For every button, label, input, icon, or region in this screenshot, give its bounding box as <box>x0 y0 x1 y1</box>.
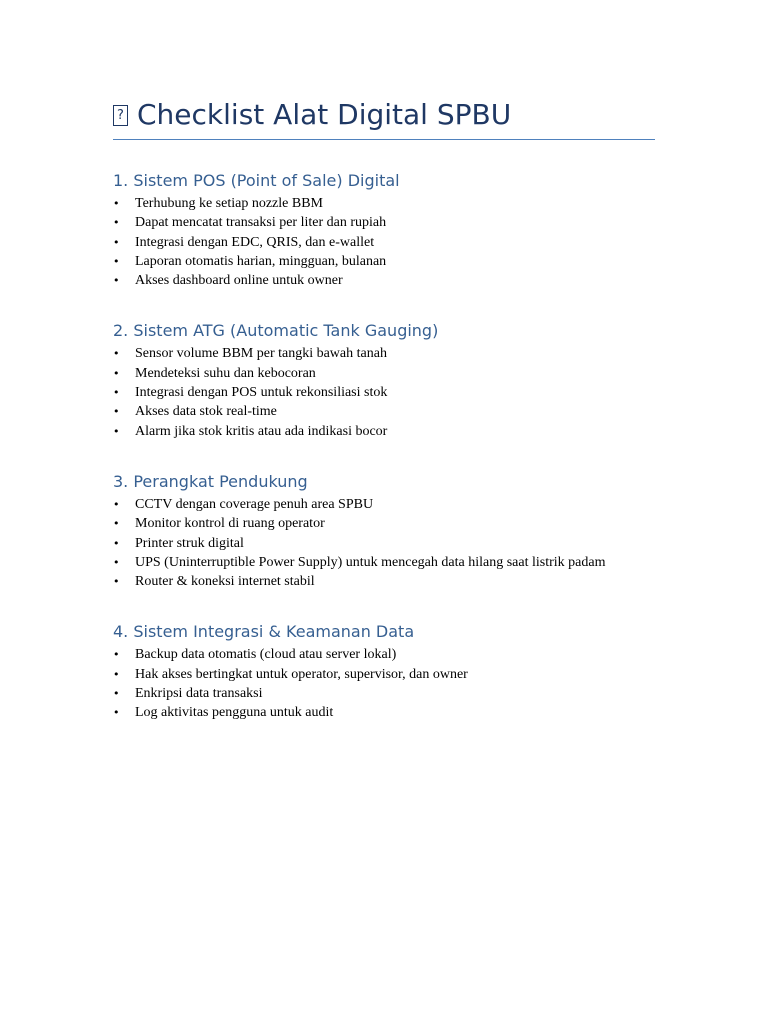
title-text: Checklist Alat Digital SPBU <box>137 98 512 131</box>
list-item <box>113 194 655 213</box>
bullet-icon: • <box>113 274 120 288</box>
list-item <box>113 402 655 421</box>
bullet-icon: • <box>113 235 120 249</box>
list-item <box>113 665 655 684</box>
list-item <box>113 684 655 703</box>
list-item-text: Alarm jika stok kritis atau ada indikasi bocor <box>135 423 388 439</box>
bullet-icon: • <box>113 648 120 662</box>
section-heading: 4. Sistem Integrasi & Keamanan Data <box>113 622 415 642</box>
list-item <box>113 422 655 441</box>
bullet-icon: • <box>113 347 120 361</box>
section-3 <box>113 471 655 591</box>
list-item-text: Integrasi dengan EDC, QRIS, dan e-wallet <box>135 234 375 250</box>
list-item-text: Printer struk digital <box>135 535 244 551</box>
list-item <box>113 495 655 514</box>
list-item <box>113 645 655 664</box>
bullet-icon: • <box>113 216 120 230</box>
list-item-text: Router & koneksi internet stabil <box>135 574 315 590</box>
list-item <box>113 572 655 591</box>
bullet-icon: • <box>113 197 120 210</box>
document-title <box>113 96 655 140</box>
sections-container <box>113 170 655 723</box>
list-item-text: Enkripsi data transaksi <box>135 686 263 702</box>
bullet-icon: • <box>113 706 120 720</box>
missing-glyph-icon: ? <box>113 105 128 126</box>
list-item <box>113 271 655 290</box>
bullet-icon: • <box>113 386 120 400</box>
list-item-text: Backup data otomatis (cloud atau server lokal) <box>135 647 397 663</box>
bullet-icon: • <box>113 536 120 550</box>
list-item-text: CCTV dengan coverage penuh area SPBU <box>135 496 374 512</box>
list-item-text: Laporan otomatis harian, mingguan, bulanan <box>135 253 387 269</box>
list-item-text: Akses dashboard online untuk owner <box>135 273 343 289</box>
list-item-text: Terhubung ke setiap nozzle BBM <box>135 196 323 211</box>
list-item <box>113 213 655 232</box>
checklist <box>113 495 655 591</box>
checklist <box>113 344 655 440</box>
bullet-icon: • <box>113 667 120 681</box>
list-item <box>113 553 655 572</box>
list-item-text: Monitor kontrol di ruang operator <box>135 516 325 532</box>
list-item-text: Akses data stok real-time <box>135 404 277 420</box>
checklist <box>113 645 655 722</box>
list-item <box>113 252 655 271</box>
section-heading: 2. Sistem ATG (Automatic Tank Gauging) <box>113 321 439 341</box>
list-item-text: Log aktivitas pengguna untuk audit <box>135 705 334 721</box>
list-item <box>113 534 655 553</box>
list-item-text: Mendeteksi suhu dan kebocoran <box>135 365 316 381</box>
section-heading: 3. Perangkat Pendukung <box>113 471 308 491</box>
list-item <box>113 514 655 533</box>
document-page <box>113 96 655 723</box>
section-2 <box>113 320 655 440</box>
section-4 <box>113 621 655 722</box>
bullet-icon: • <box>113 405 120 419</box>
section-1 <box>113 170 655 290</box>
bullet-icon: • <box>113 687 120 701</box>
list-item <box>113 703 655 722</box>
list-item-text: Integrasi dengan POS untuk rekonsiliasi stok <box>135 385 388 401</box>
bullet-icon: • <box>113 517 120 531</box>
list-item <box>113 383 655 402</box>
list-item <box>113 364 655 383</box>
checklist <box>113 194 655 290</box>
list-item <box>113 233 655 252</box>
section-heading: 1. Sistem POS (Point of Sale) Digital <box>113 171 400 190</box>
bullet-icon: • <box>113 366 120 380</box>
bullet-icon: • <box>113 555 120 569</box>
bullet-icon: • <box>113 575 120 589</box>
list-item-text: UPS (Uninterruptible Power Supply) untuk mencegah data hilang saat listrik padam <box>135 554 606 570</box>
bullet-icon: • <box>113 254 120 268</box>
list-item-text: Sensor volume BBM per tangki bawah tanah <box>135 346 387 362</box>
list-item-text: Dapat mencatat transaksi per liter dan rupiah <box>135 215 387 231</box>
bullet-icon: • <box>113 424 120 438</box>
list-item <box>113 344 655 363</box>
list-item-text: Hak akses bertingkat untuk operator, supervisor, dan owner <box>135 666 468 682</box>
bullet-icon: • <box>113 497 120 511</box>
